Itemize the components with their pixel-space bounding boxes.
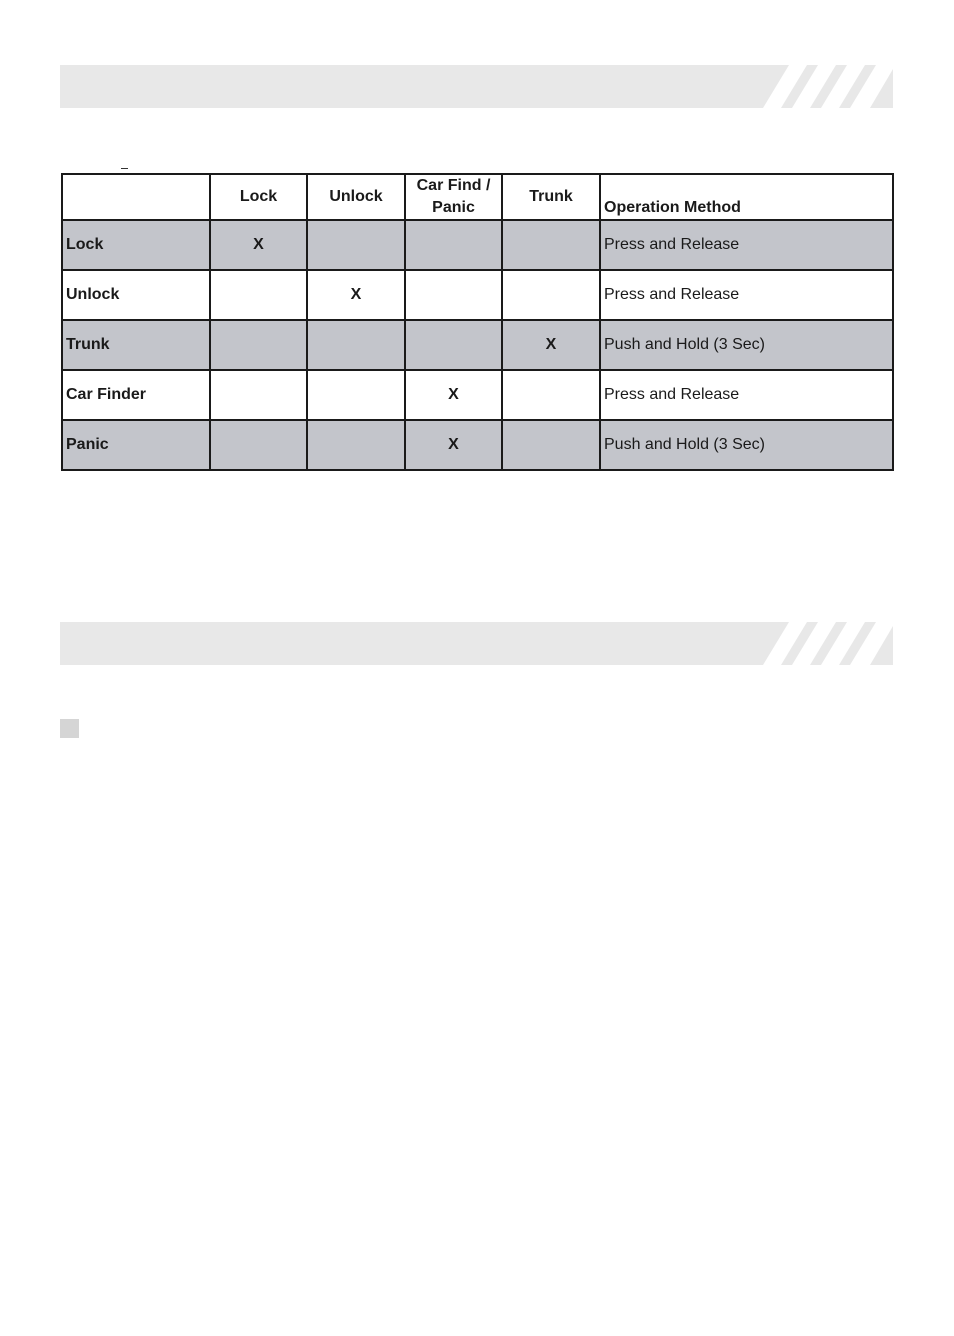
- header-corner-cell: [62, 174, 210, 220]
- remote-operations-table: [61, 173, 894, 471]
- lock-mark: [210, 320, 307, 370]
- trunk-mark: [502, 220, 600, 270]
- section-header-band: [60, 65, 893, 108]
- car-find-panic-mark: X: [405, 370, 502, 420]
- operation-method: Press and Release: [600, 370, 893, 420]
- table-row: [62, 370, 893, 420]
- diagonal-stripes-decoration: [763, 622, 893, 665]
- trunk-mark: [502, 370, 600, 420]
- table-row: [62, 320, 893, 370]
- section-header-band: [60, 622, 893, 665]
- table-row: [62, 270, 893, 320]
- lock-mark: [210, 270, 307, 320]
- row-label: Trunk: [62, 320, 210, 370]
- header-unlock: Unlock: [307, 174, 405, 220]
- operation-method: Push and Hold (3 Sec): [600, 420, 893, 470]
- lock-mark: X: [210, 220, 307, 270]
- header-trunk: Trunk: [502, 174, 600, 220]
- unlock-mark: [307, 220, 405, 270]
- small-dash-mark: [121, 168, 128, 169]
- unlock-mark: X: [307, 270, 405, 320]
- car-find-panic-mark: X: [405, 420, 502, 470]
- diagonal-stripes-decoration: [763, 65, 893, 108]
- row-label: Lock: [62, 220, 210, 270]
- table-row: [62, 420, 893, 470]
- table-header-row: [62, 174, 893, 220]
- trunk-mark: [502, 270, 600, 320]
- row-label: Panic: [62, 420, 210, 470]
- row-label: Car Finder: [62, 370, 210, 420]
- trunk-mark: [502, 420, 600, 470]
- bullet-square: [60, 719, 79, 738]
- car-find-panic-mark: [405, 270, 502, 320]
- operation-method: Press and Release: [600, 270, 893, 320]
- row-label: Unlock: [62, 270, 210, 320]
- unlock-mark: [307, 370, 405, 420]
- header-operation-method: Operation Method: [600, 174, 893, 220]
- header-lock: Lock: [210, 174, 307, 220]
- trunk-mark: X: [502, 320, 600, 370]
- header-car-find-panic: Car Find / Panic: [405, 174, 502, 220]
- operation-method: Push and Hold (3 Sec): [600, 320, 893, 370]
- car-find-panic-mark: [405, 320, 502, 370]
- car-find-panic-mark: [405, 220, 502, 270]
- table-row: [62, 220, 893, 270]
- lock-mark: [210, 370, 307, 420]
- unlock-mark: [307, 420, 405, 470]
- unlock-mark: [307, 320, 405, 370]
- operation-method: Press and Release: [600, 220, 893, 270]
- lock-mark: [210, 420, 307, 470]
